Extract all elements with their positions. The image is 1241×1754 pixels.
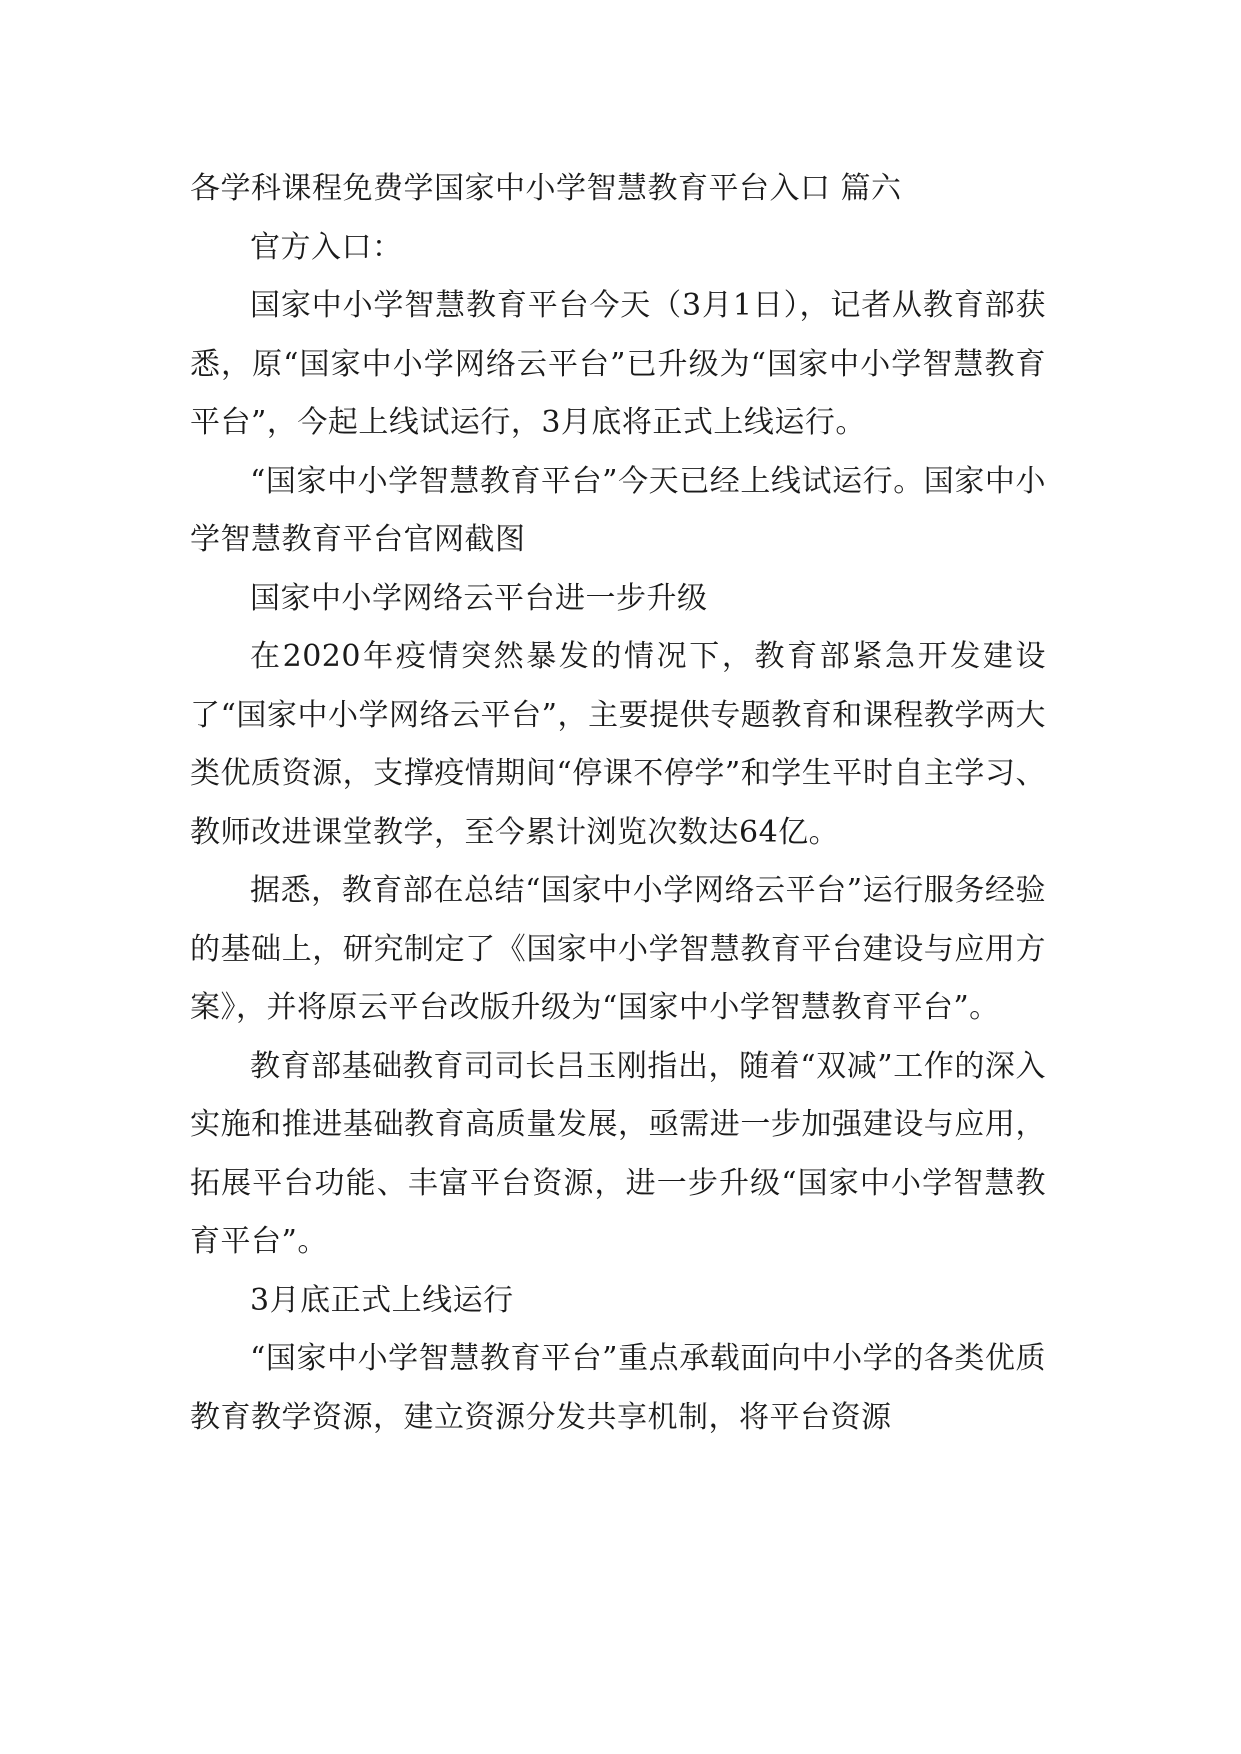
paragraph-trial-run: “国家中小学智慧教育平台”今天已经上线试运行。国家中小学智慧教育平台官网截图 xyxy=(190,463,1046,557)
document-body xyxy=(190,160,1046,1447)
paragraph-subheading-upgrade: 国家中小学网络云平台进一步升级 xyxy=(250,580,708,616)
paragraph-director-quote: 教育部基础教育司司长吕玉刚指出，随着“双减”工作的深入实施和推进基础教育高质量发展，亟需进一步加强建设与应用，拓展平台功能、丰富平台资源，进一步升级“国家中小学智慧教育平台”。 xyxy=(190,1048,1046,1259)
paragraph-official-entry: 官方入口： xyxy=(250,229,403,265)
paragraph-2020-background: 在2020年疫情突然暴发的情况下，教育部紧急开发建设了“国家中小学网络云平台”，主要提供专题教育和课程教学两大类优质资源，支撑疫情期间“停课不停学”和学生平时自主学习、教师改进课堂教学，至今累计浏览次数达64亿。 xyxy=(190,639,1046,850)
paragraph-plan: 据悉，教育部在总结“国家中小学网络云平台”运行服务经验的基础上，研究制定了《国家中小学智慧教育平台建设与应用方案》，并将原云平台改版升级为“国家中小学智慧教育平台”。 xyxy=(190,873,1046,1025)
paragraph-resources: “国家中小学智慧教育平台”重点承载面向中小学的各类优质教育教学资源，建立资源分发共享机制，将平台资源 xyxy=(190,1341,1046,1435)
paragraph-subheading-launch: 3月底正式上线运行 xyxy=(250,1282,514,1318)
paragraph-platform-upgrade: 国家中小学智慧教育平台今天（3月1日），记者从教育部获悉，原“国家中小学网络云平台”已升级为“国家中小学智慧教育平台”，今起上线试运行，3月底将正式上线运行。 xyxy=(190,288,1046,440)
document-title: 各学科课程免费学国家中小学智慧教育平台入口 篇六 xyxy=(190,171,902,206)
